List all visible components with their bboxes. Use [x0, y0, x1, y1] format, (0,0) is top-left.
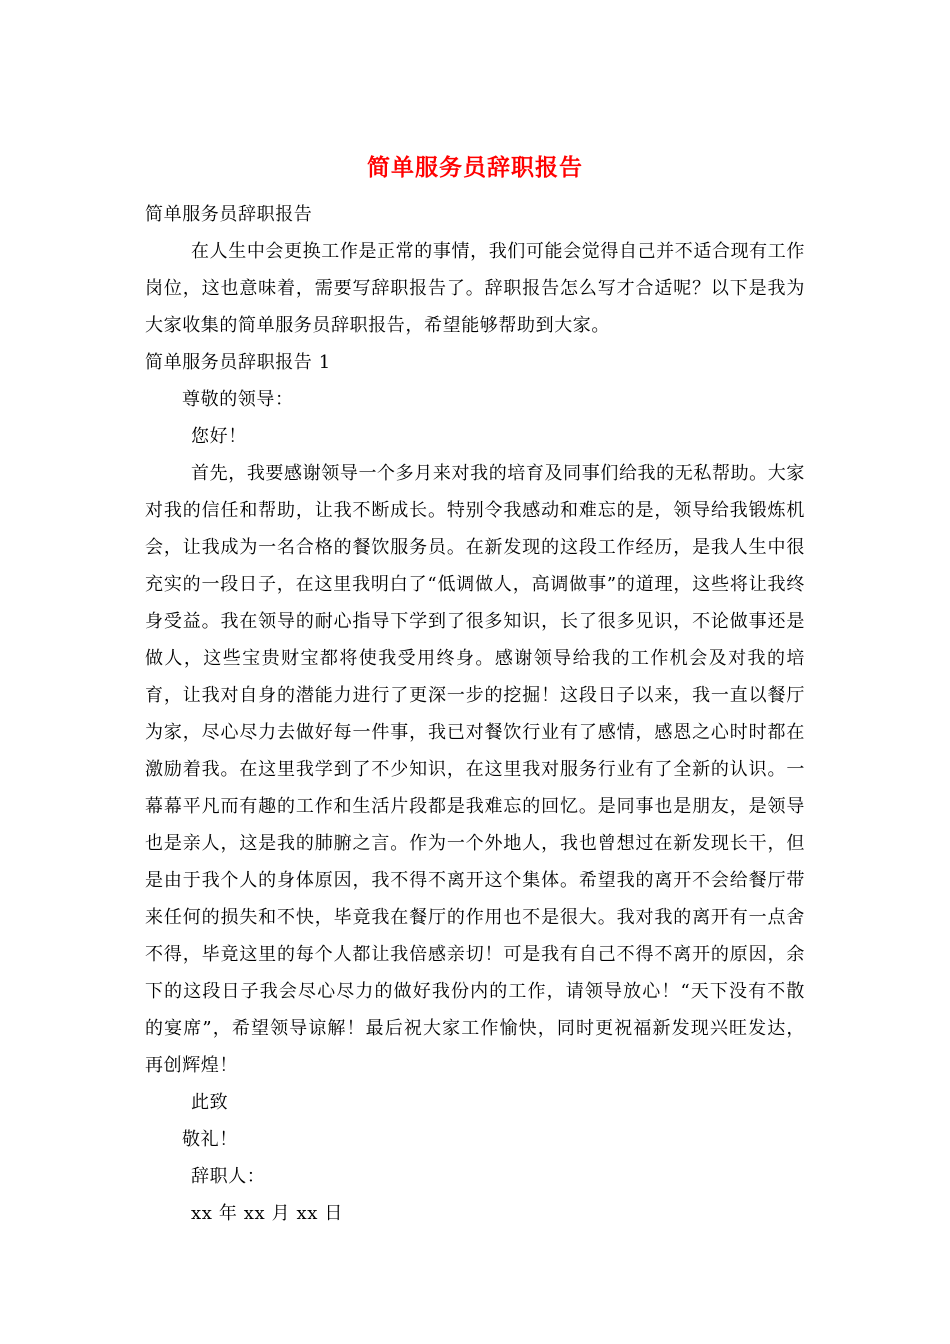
- closing-line: 此致: [191, 1092, 229, 1113]
- body-paragraph: 首先，我要感谢领导一个多月来对我的培育及同事们给我的无私帮助。大家对我的信任和帮助，让我不断成长。特别令我感动和难忘的是，领导给我锻炼机会，让我成为一名合格的餐饮服务员。在新发现的这段工作经历，是我人生中很充实的一段日子，在这里我明白了“低调做人，高调做事”的道理，这些将让我终身受益。我在领导的耐心指导下学到了很多知识，长了很多见识，不论做事还是做人，这些宝贵财宝都将使我受用终身。感谢领导给我的工作机会及对我的培育，让我对自身的潜能力进行了更深一步的挖掘！这段日子以来，我一直以餐厅为家，尽心尽力去做好每一件事，我已对餐饮行业有了感情，感恩之心时时都在激励着我。在这里我学到了不少知识，在这里我对服务行业有了全新的认识。一幕幕平凡而有趣的工作和生活片段都是我难忘的回忆。是同事也是朋友，是领导也是亲人，这是我的肺腑之言。作为一个外地人，我也曾想过在新发现长干，但是由于我个人的身体原因，我不得不离开这个集体。希望我的离开不会给餐厅带来任何的损失和不快，毕竟我在餐厅的作用也不是很大。我对我的离开有一点舍不得，毕竟这里的每个人都让我倍感亲切！可是我有自己不得不离开的原因，余下的这段日子我会尽心尽力的做好我份内的工作，请领导放心！“天下没有不散的宴席”，希望领导谅解！最后祝大家工作愉快，同时更祝福新发现兴旺发达，再创辉煌！: [145, 463, 805, 1076]
- greeting: 您好！: [191, 426, 247, 447]
- section-heading: 简单服务员辞职报告 1: [145, 352, 331, 373]
- document-subtitle: 简单服务员辞职报告: [145, 204, 313, 225]
- regards-line: 敬礼！: [182, 1129, 238, 1150]
- salutation: 尊敬的领导：: [182, 389, 294, 410]
- document-title: 简单服务员辞职报告: [367, 154, 583, 181]
- document-page: [145, 150, 805, 1232]
- intro-paragraph: 在人生中会更换工作是正常的事情，我们可能会觉得自己并不适合现有工作岗位，这也意味着，需要写辞职报告了。辞职报告怎么写才合适呢？以下是我为大家收集的简单服务员辞职报告，希望能够帮助到大家。: [145, 241, 805, 336]
- signer-label: 辞职人：: [191, 1166, 266, 1187]
- date-line: xx 年 xx 月 xx 日: [191, 1203, 343, 1224]
